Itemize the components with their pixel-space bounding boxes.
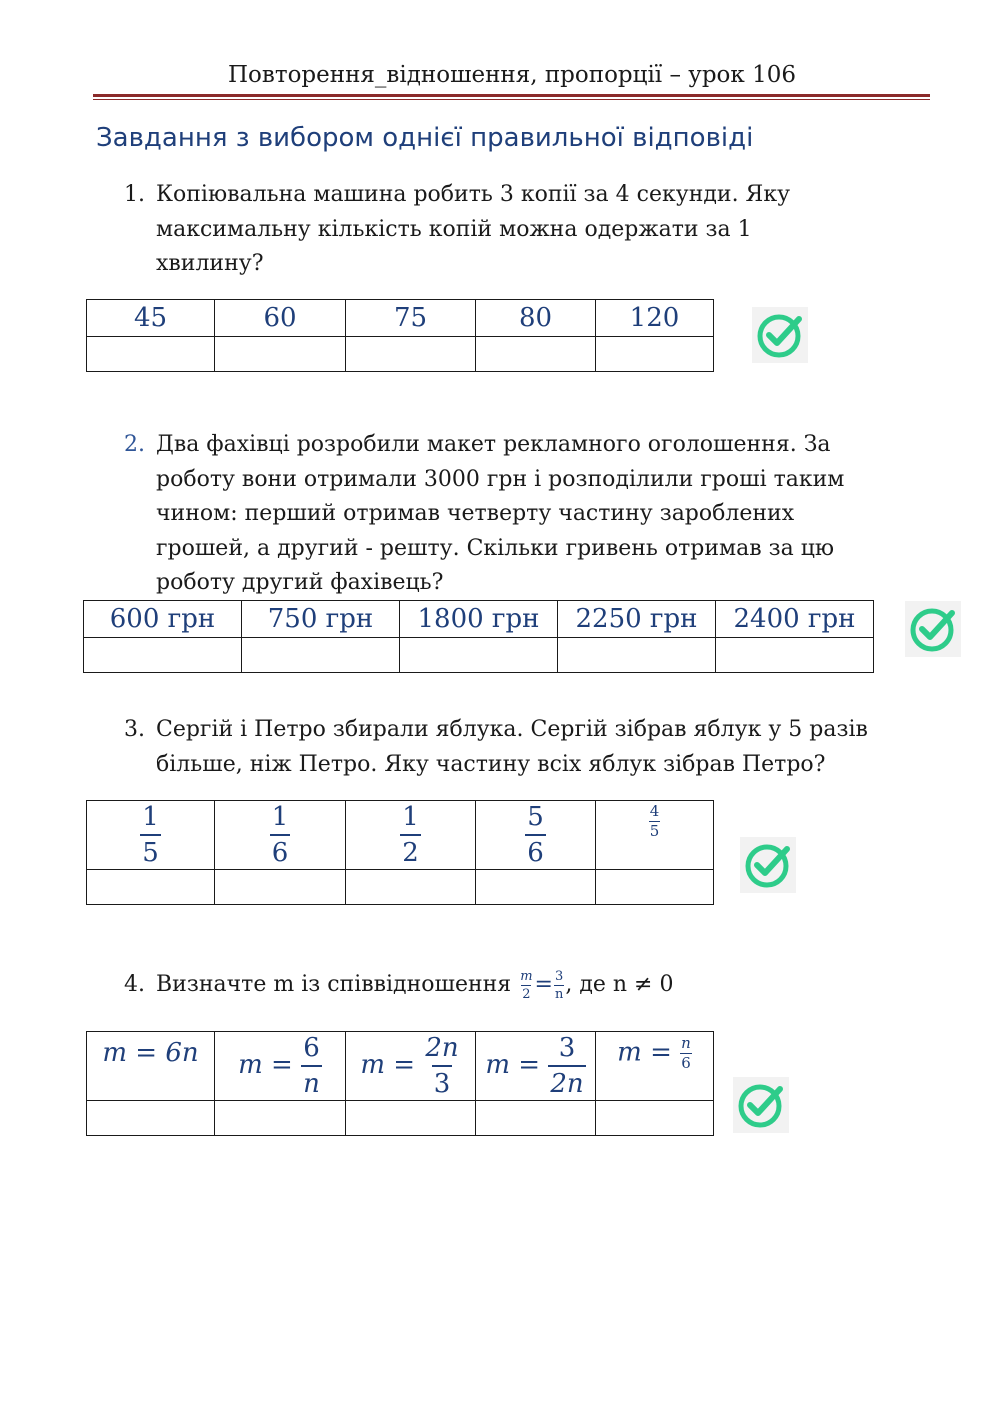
fraction-denominator: 6 [270, 834, 291, 866]
fraction [400, 804, 421, 866]
option-cell[interactable] [476, 1032, 596, 1101]
option-cell[interactable]: 750 грн [242, 601, 400, 638]
answer-slot[interactable] [242, 638, 400, 673]
fraction-numerator: 3 [555, 968, 564, 984]
fraction-numerator: n [681, 1034, 691, 1052]
fraction [548, 1035, 585, 1097]
answer-slot[interactable] [215, 870, 346, 905]
answer-slot[interactable] [596, 1101, 714, 1136]
header-rule-thin [93, 99, 930, 100]
check-circle-icon[interactable] [733, 1077, 789, 1133]
fraction-denominator: 6 [681, 1054, 691, 1072]
answer-slot[interactable] [596, 870, 714, 905]
fraction-denominator: 5 [649, 822, 660, 840]
option-cell[interactable]: 45 [87, 300, 215, 337]
fraction [270, 804, 291, 866]
question-line: Два фахівці розробили макет рекламного оголошення. За [156, 432, 831, 457]
question-2 [124, 428, 844, 601]
question-line: більше, ніж Петро. Яку частину всіх яблук зібрав Петро? [156, 751, 826, 777]
option-cell[interactable] [596, 1032, 714, 1101]
option-cell[interactable]: 75 [346, 300, 476, 337]
answer-slot[interactable] [400, 638, 558, 673]
check-circle-icon[interactable] [740, 837, 796, 893]
answer-slot[interactable] [476, 1101, 596, 1136]
fraction-denominator: 2n [548, 1065, 585, 1097]
question-line: чином: перший отримав четверту частину зароблених [156, 501, 795, 526]
fraction-denominator: 5 [140, 834, 161, 866]
fraction [301, 1035, 322, 1097]
answer-slot[interactable] [346, 337, 476, 372]
fraction [680, 1036, 692, 1071]
question-number: 2. [124, 432, 145, 457]
math-lhs: m [485, 1050, 511, 1080]
answer-table-2 [83, 600, 874, 673]
answer-slot[interactable] [87, 337, 215, 372]
option-cell[interactable] [476, 801, 596, 870]
option-cell[interactable]: 2400 грн [716, 601, 874, 638]
fraction-numerator: 2n [425, 1033, 459, 1063]
answer-table-3 [86, 800, 714, 905]
option-cell[interactable] [87, 801, 215, 870]
answer-table-1 [86, 299, 714, 372]
answer-slot[interactable] [346, 1101, 476, 1136]
equals-sign: = [650, 1037, 672, 1068]
answer-slot[interactable] [476, 870, 596, 905]
fraction-denominator: 3 [432, 1065, 453, 1097]
option-cell[interactable]: 120 [596, 300, 714, 337]
answer-slot[interactable] [87, 1101, 215, 1136]
question-line: Сергій і Петро збирали яблука. Сергій зібрав яблук у 5 разів [156, 717, 868, 742]
math-lhs: m [238, 1050, 263, 1080]
answer-slot[interactable] [596, 337, 714, 372]
question-line: хвилину? [156, 251, 264, 276]
equals-sign: = [393, 1050, 416, 1080]
question-number: 3. [124, 717, 145, 742]
section-title: Завдання з вибором однієї правильної відповіді [96, 123, 754, 153]
fraction-numerator: 3 [558, 1033, 576, 1063]
equals-sign: = [534, 972, 553, 997]
option-cell[interactable] [215, 801, 346, 870]
question-3 [124, 713, 868, 782]
question-text: Визначте m із співвідношення [156, 972, 512, 997]
option-cell[interactable] [215, 1032, 346, 1101]
fraction-denominator: 2 [522, 986, 531, 1002]
math-lhs: m [360, 1050, 386, 1080]
option-cell[interactable]: 2250 грн [558, 601, 716, 638]
fraction-denominator: 2 [400, 834, 421, 866]
question-4 [124, 968, 673, 1003]
fraction-numerator: 1 [271, 802, 289, 832]
option-cell[interactable]: 80 [476, 300, 596, 337]
question-line: максимальну кількість копій можна одержати за 1 [156, 216, 752, 242]
fraction [525, 804, 546, 866]
option-cell[interactable] [596, 801, 714, 870]
math-lhs: m [102, 1038, 128, 1068]
answer-table-4 [86, 1031, 714, 1136]
answer-slot[interactable] [346, 870, 476, 905]
answer-slot[interactable] [215, 1101, 346, 1136]
question-line: Копіювальна машина робить 3 копії за 4 секунди. Яку [156, 182, 791, 207]
question-number: 4. [124, 972, 145, 997]
fraction-numerator: 6 [303, 1033, 320, 1063]
math-lhs: m [617, 1037, 642, 1068]
answer-slot[interactable] [87, 870, 215, 905]
option-cell[interactable]: 1800 грн [400, 601, 558, 638]
fraction-numerator: 1 [142, 802, 159, 832]
option-cell[interactable] [346, 1032, 476, 1101]
check-circle-icon[interactable] [752, 307, 808, 363]
ratio-left [519, 970, 533, 1001]
fraction-denominator: 6 [525, 834, 546, 866]
fraction [423, 1035, 460, 1097]
fraction [649, 804, 661, 839]
option-cell[interactable]: 60 [215, 300, 346, 337]
fraction-denominator: n [554, 986, 564, 1002]
answer-slot[interactable] [215, 337, 346, 372]
option-cell[interactable]: 600 грн [84, 601, 242, 638]
header-rule [93, 94, 930, 97]
fraction-denominator: n [301, 1065, 322, 1097]
ratio-right [554, 970, 564, 1001]
fraction-numerator: 1 [402, 802, 419, 832]
option-cell[interactable] [87, 1032, 215, 1101]
question-line: роботу другий фахівець? [156, 570, 444, 595]
fraction-numerator: 4 [649, 802, 660, 820]
math-rhs: 6n [165, 1038, 199, 1068]
equals-sign: = [135, 1038, 158, 1068]
fraction-numerator: m [520, 968, 533, 984]
answer-slot[interactable] [558, 638, 716, 673]
check-circle-icon[interactable] [905, 601, 961, 657]
answer-slot[interactable] [716, 638, 874, 673]
question-suffix: , де n ≠ 0 [565, 972, 674, 997]
answer-slot[interactable] [84, 638, 242, 673]
page-header: Повторення_відношення, пропорції – урок 106 [228, 62, 796, 88]
answer-slot[interactable] [476, 337, 596, 372]
question-1 [124, 178, 790, 282]
fraction [140, 804, 161, 866]
equals-sign: = [518, 1050, 541, 1080]
question-number: 1. [124, 182, 145, 207]
option-cell[interactable] [346, 801, 476, 870]
equals-sign: = [271, 1050, 293, 1080]
question-line: грошей, а другий - решту. Скільки гривень отримав за цю [156, 535, 835, 561]
question-line: роботу вони отримали 3000 грн і розподілили гроші таким [156, 466, 845, 492]
fraction-numerator: 5 [527, 802, 544, 832]
